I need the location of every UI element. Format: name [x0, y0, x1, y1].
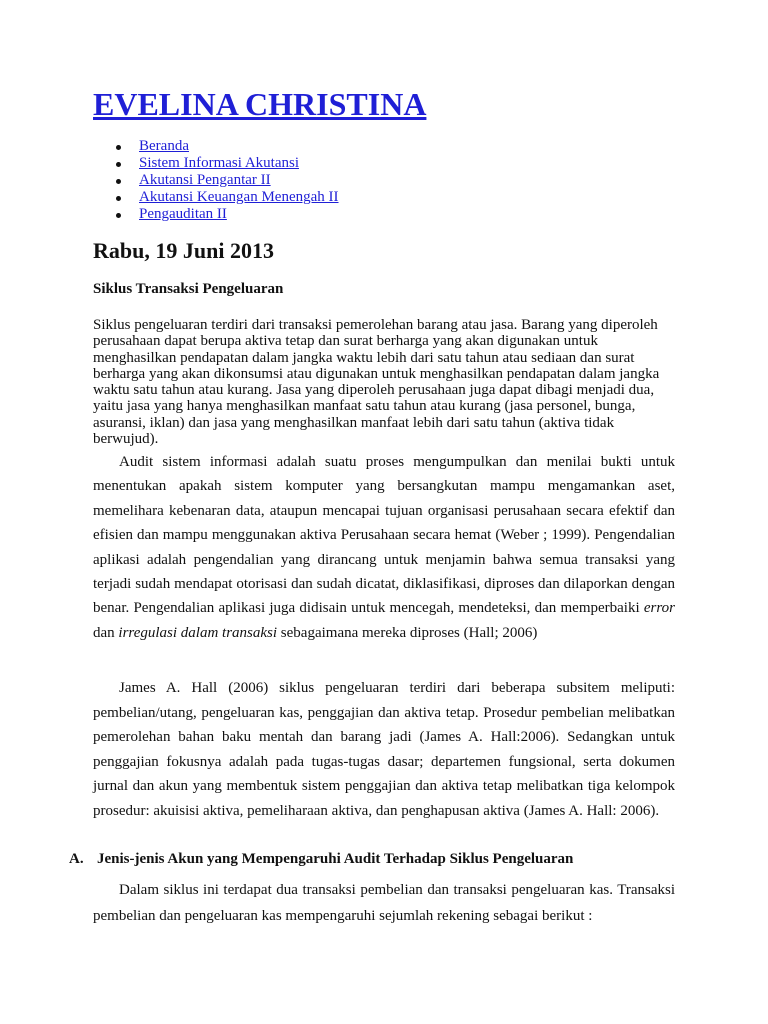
bullet-icon: [116, 196, 121, 201]
nav-link-sistem-informasi-akutansi[interactable]: Sistem Informasi Akutansi: [139, 155, 299, 171]
nav-link-akutansi-pengantar-ii[interactable]: Akutansi Pengantar II: [139, 172, 271, 188]
nav-link-akutansi-keuangan-menengah-ii[interactable]: Akutansi Keuangan Menengah II: [139, 189, 339, 205]
blog-title[interactable]: EVELINA CHRISTINA: [93, 86, 427, 122]
bullet-icon: [116, 179, 121, 184]
section-a-letter: A.: [69, 851, 84, 867]
audit-text-1: Audit sistem informasi adalah suatu proses mengumpulkan dan menilai bukti untuk menentukan apakah sistem komputer yang bersangkutan mampu mengamankan aset, memelihara kebenaran data, ataupun mencapai tujuan organisasi perusahaan secara efektif dan efisien dan mampu menggunakan aktiva Perusahaan secara hemat (Weber ; 1999). Pengendalian aplikasi adalah pengendalian yang dirancang untuk menjamin bahwa semua transaksi yang terjadi sudah mendapat otorisasi dan sudah dicatat, diklasifikasi, diproses dan dilaporkan dengan benar. Pengendalian aplikasi juga didisain untuk mencegah, mendeteksi, dan memperbaiki: [93, 454, 675, 617]
intro-paragraph: Siklus pengeluaran terdiri dari transaksi pemerolehan barang atau jasa. Barang yang diperoleh perusahaan dapat berupa aktiva tetap dan surat berharga yang akan digunakan untuk menghasilkan pendapatan dalam jangka waktu lebih dari satu tahun atau sediaan dan surat berharga yang akan dikonsumsi atau digunakan untuk menghasilkan pendapatan dalam jangka waktu satu tahun atau kurang. Jasa yang diperoleh perusahaan juga dapat dibagi menjadi dua, yaitu jasa yang hanya menghasilkan manfaat satu tahun atau kurang (jasa personel, bunga, asuransi, iklan) dan jasa yang menghasilkan manfaat lebih dari satu tahun (aktiva tidak berwujud).: [93, 317, 660, 448]
siklus-paragraph: Dalam siklus ini terdapat dua transaksi pembelian dan transaksi pengeluaran kas. Transaksi pembelian dan pengeluaran kas mempengaruhi sejumlah rekening sebagai berikut :: [93, 882, 675, 924]
bullet-icon: [116, 162, 121, 167]
hall-paragraph: James A. Hall (2006) siklus pengeluaran terdiri dari beberapa subsitem meliputi: pembelian/utang, pengeluaran kas, penggajian dan aktiva tetap. Prosedur pembelian melibatkan pemerolehan bahan baku mentah dan barang jadi (James A. Hall:2006). Sedangkan untuk penggajian fokusnya adalah pada tugas-tugas dasar; departemen fungsional, serta dokumen jurnal dan akun yang membentuk sistem penggajian dan aktiva tetap melibatkan tiga kelompok prosedur: akuisisi aktiva, pemeliharaan aktiva, dan penghapusan aktiva (James A. Hall: 2006).: [93, 680, 675, 819]
post-date: Rabu, 19 Juni 2013: [93, 238, 274, 263]
nav-item-akutansi-pengantar-ii: [93, 172, 339, 189]
error-term: error: [643, 600, 675, 617]
section-a-title: Jenis-jenis Akun yang Mempengaruhi Audit Terhadap Siklus Pengeluaran: [97, 851, 574, 867]
nav-link-pengauditan-ii[interactable]: Pengauditan II: [139, 206, 227, 222]
audit-paragraph: [93, 450, 675, 645]
audit-text-2: dan: [93, 624, 119, 641]
section-a-heading: [69, 851, 573, 868]
post-title: Siklus Transaksi Pengeluaran: [93, 281, 284, 297]
audit-text-3: sebagaimana mereka diproses (Hall; 2006): [277, 624, 538, 641]
bullet-icon: [116, 145, 121, 150]
nav-item-beranda: [93, 138, 339, 155]
nav-menu: [93, 138, 339, 223]
nav-item-akutansi-keuangan-menengah-ii: [93, 189, 339, 206]
bullet-icon: [116, 213, 121, 218]
nav-item-pengauditan-ii: [93, 206, 339, 223]
nav-link-beranda[interactable]: Beranda: [139, 138, 189, 154]
irregulasi-term: irregulasi dalam transaksi: [118, 624, 278, 641]
nav-item-sistem-informasi-akutansi: [93, 155, 339, 172]
